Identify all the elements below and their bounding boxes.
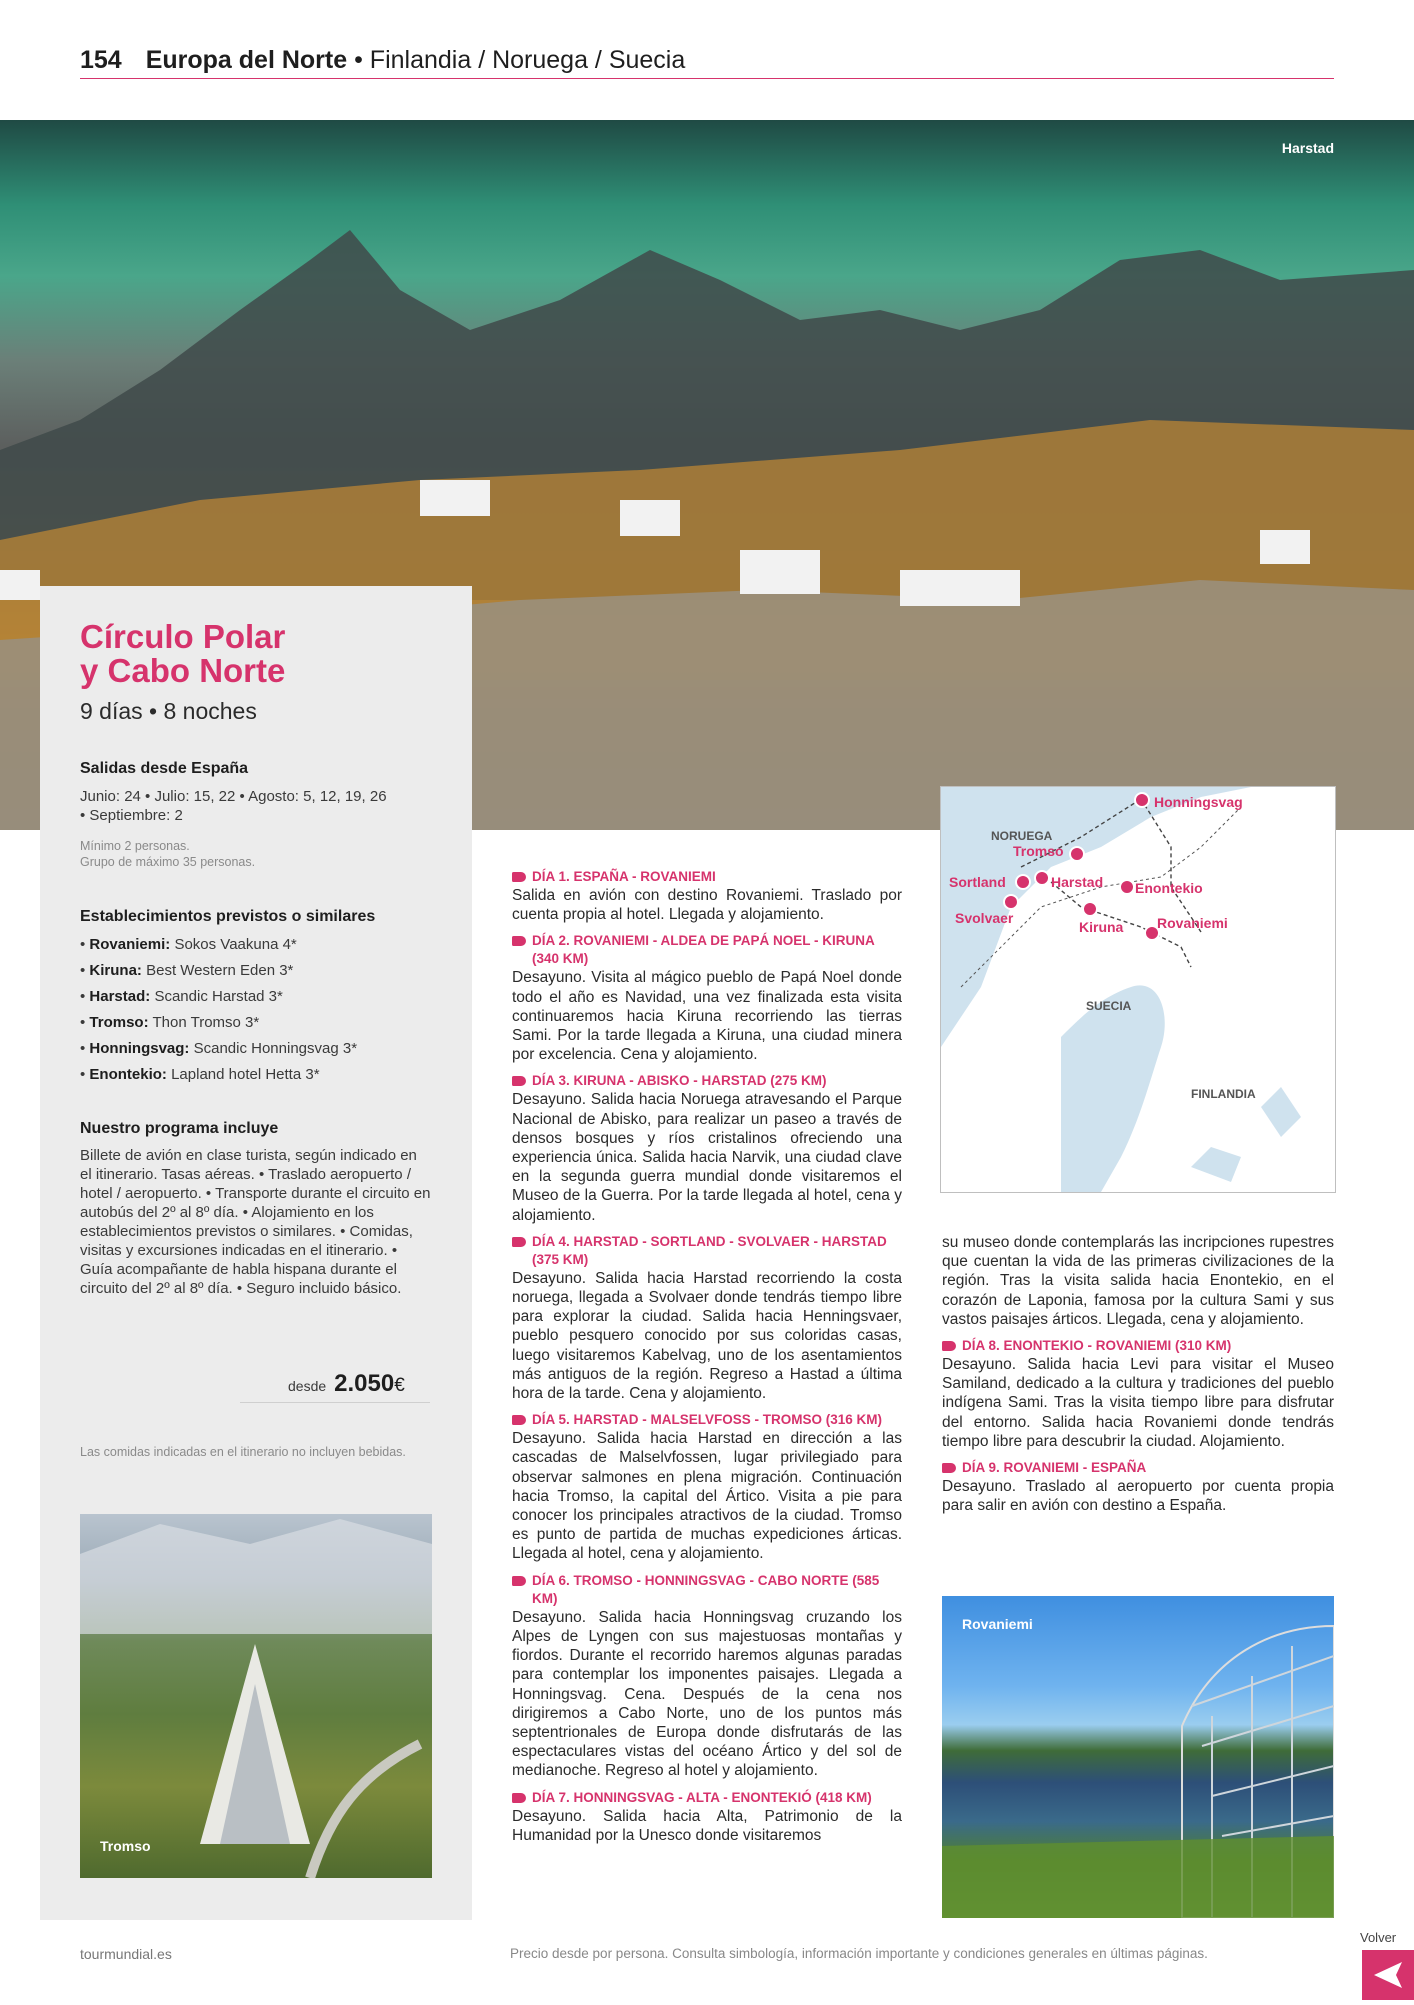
price-divider — [240, 1402, 430, 1403]
trip-title — [80, 620, 460, 688]
hotel-item: • Kiruna: Best Western Eden 3* — [80, 962, 294, 979]
meals-note: Las comidas indicadas en el itinerario no incluyen bebidas. — [80, 1445, 406, 1459]
departures-heading: Salidas desde España — [80, 760, 249, 777]
group-note-line1: Mínimo 2 personas. — [80, 839, 190, 853]
hotel-item: • Rovaniemi: Sokos Vaakuna 4* — [80, 936, 297, 953]
map-label-norway: NORUEGA — [991, 829, 1053, 843]
back-arrow-icon — [1362, 1950, 1414, 2000]
day-bullet-icon — [942, 1341, 956, 1351]
day-title: DÍA 6. TROMSO - HONNINGSVAG - CABO NORTE (585 KM) — [532, 1572, 880, 1606]
itinerary-column-1 — [512, 868, 902, 1853]
hotel-item: • Honningsvag: Scandic Honningsvag 3* — [80, 1040, 358, 1057]
map-dot-honningsvag — [1134, 792, 1150, 808]
day-title: DÍA 9. ROVANIEMI - ESPAÑA — [962, 1460, 1147, 1476]
hotel-name: Scandic Honningsvag 3* — [193, 1040, 358, 1057]
itinerary-day — [512, 1572, 902, 1781]
photo-rovaniemi — [942, 1596, 1334, 1918]
footer-note: Precio desde por persona. Consulta simbología, información importante y condiciones generales en últimas páginas. — [510, 1946, 1208, 1961]
hotel-item: • Harstad: Scandic Harstad 3* — [80, 988, 283, 1005]
price-value: 2.050 — [334, 1370, 395, 1397]
photo-tromso — [80, 1514, 432, 1878]
trip-title-line1: Círculo Polar — [80, 618, 286, 655]
hotel-name: Scandic Harstad 3* — [154, 988, 283, 1005]
day-title: DÍA 7. HONNINGSVAG - ALTA - ENONTEKIÓ (418 KM) — [532, 1789, 872, 1805]
itinerary-day — [942, 1337, 1334, 1451]
hotel-city: Rovaniemi: — [89, 936, 171, 953]
hotel-item: • Enontekio: Lapland hotel Hetta 3* — [80, 1066, 320, 1083]
departures-dates — [80, 787, 460, 825]
photo-rovaniemi-caption: Rovaniemi — [962, 1616, 1033, 1632]
itinerary-day — [512, 932, 902, 1064]
map-city-svolvaer: Svolvaer — [955, 910, 1014, 926]
trip-duration: 9 días • 8 noches — [80, 698, 257, 724]
map-dot-enontekio — [1119, 879, 1135, 895]
day-title: DÍA 4. HARSTAD - SORTLAND - SVOLVAER - HARSTAD (375 KM) — [532, 1233, 887, 1267]
hotel-city: Enontekio: — [89, 1066, 167, 1083]
day-description: Salida en avión con destino Rovaniemi. Traslado por cuenta propia al hotel. Llegada y alojamiento. — [512, 887, 902, 924]
group-note-line2: Grupo de máximo 35 personas. — [80, 855, 256, 869]
header-separator: • — [347, 46, 370, 74]
header-divider — [80, 78, 1334, 79]
price-label: desde — [288, 1378, 327, 1394]
map-city-honningsvag: Honningsvag — [1154, 794, 1243, 810]
day-title: DÍA 2. ROVANIEMI - ALDEA DE PAPÁ NOEL - KIRUNA (340 KM) — [532, 933, 875, 967]
rovaniemi-landscape — [942, 1596, 1334, 1918]
hotel-city: Kiruna: — [89, 962, 142, 979]
includes-text: Billete de avión en clase turista, según indicado en el itinerario. Tasas aéreas. • Traslado aeropuerto / hotel / aeropuerto. • Transporte durante el circuito en autobús del 2º al 8º día. • Alojamiento en los establecimientos previstos o similares. • Comidas, visitas y excursiones indicadas en el itinerario. • Guía acompañante de habla hispana durante el circuito del 2º al 8º día. • Seguro incluido básico. — [80, 1147, 431, 1297]
back-button[interactable] — [1362, 1950, 1414, 2000]
hotel-city: Honningsvag: — [89, 1040, 190, 1057]
day-heading — [512, 932, 902, 968]
day-description: Desayuno. Salida hacia Honningsvag cruzando los Alpes de Lyngen con sus majestuosas montañas y fiordos. Durante el recorrido haremos algunas paradas para contemplar los imponentes paisajes. Llegada a Honningsvag. Cena. Después de la cena nos dirigiremos a Cabo Norte, uno de los puntos más septentrionales de Europa donde disfrutarás de las espectaculares vistas del océano Ártico y del sol de medianoche. Regreso al hotel y alojamiento. — [512, 1608, 902, 1780]
map-city-kiruna: Kiruna — [1079, 919, 1124, 935]
map-dot-sortland — [1015, 874, 1031, 890]
hotel-item: • Tromso: Thon Tromso 3* — [80, 1014, 260, 1031]
itinerary-day — [942, 1459, 1334, 1515]
footer-site[interactable]: tourmundial.es — [80, 1946, 172, 1962]
day-heading — [512, 1572, 902, 1608]
day-description: Desayuno. Salida hacia Harstad en dirección a las cascadas de Malselvfossen, lugar privilegiado para observar salmones en plena migración. Continuación hacia Tromso, la capital del Ártico. Visita a pie para conocer los principales atractivos de la ciudad. Tromso es punto de partida de muchas expediciones árticas. Llegada al hotel, cena y alojamiento. — [512, 1430, 902, 1563]
day-bullet-icon — [512, 936, 526, 946]
day-bullet-icon — [512, 1415, 526, 1425]
day-heading — [512, 1411, 902, 1429]
hotel-city: Tromso: — [89, 1014, 149, 1031]
photo-tromso-caption: Tromso — [100, 1838, 151, 1854]
price-box — [288, 1370, 405, 1398]
route-map-graphic — [941, 787, 1335, 1192]
map-dot-tromso — [1069, 846, 1085, 862]
region-title: Europa del Norte — [145, 46, 348, 74]
back-label[interactable]: Volver — [1360, 1930, 1397, 1945]
hotel-name: Sokos Vaakuna 4* — [174, 936, 297, 953]
hotel-name: Lapland hotel Hetta 3* — [171, 1066, 320, 1083]
hotel-city: Harstad: — [89, 988, 151, 1005]
group-note — [80, 838, 460, 870]
hotel-name: Best Western Eden 3* — [146, 962, 294, 979]
page-header — [80, 46, 685, 75]
day-heading — [942, 1337, 1334, 1355]
day-title: DÍA 5. HARSTAD - MALSELVFOSS - TROMSO (316 KM) — [532, 1412, 883, 1428]
trip-title-line2: y Cabo Norte — [80, 652, 286, 689]
route-map — [940, 786, 1336, 1193]
day-heading — [512, 1233, 902, 1269]
countries-title: Finlandia / Noruega / Suecia — [369, 46, 686, 74]
hotel-list — [80, 932, 357, 1088]
day-description: Desayuno. Traslado al aeropuerto por cuenta propia para salir en avión con destino a España. — [942, 1478, 1334, 1515]
day-heading — [512, 868, 902, 886]
price-currency: € — [394, 1375, 405, 1396]
day-bullet-icon — [942, 1463, 956, 1473]
itinerary-day — [512, 1072, 902, 1224]
map-dot-kiruna — [1082, 901, 1098, 917]
map-label-sweden: SUECIA — [1086, 999, 1132, 1013]
day-title: DÍA 1. ESPAÑA - ROVANIEMI — [532, 869, 716, 884]
includes-heading: Nuestro programa incluye — [80, 1120, 279, 1137]
hotel-name: Thon Tromso 3* — [152, 1014, 260, 1031]
tromso-cathedral-illustration — [80, 1514, 432, 1878]
day-description: Desayuno. Salida hacia Harstad recorriendo la costa noruega, llegada a Svolvaer donde tendrás tiempo libre para explorar la ciudad. Salida hacia Henningsvaer, pueblo pesquero conocido por sus coloridas casas, luego visitaremos Kabelvag, uno de los asentamientos más antiguos de la región. Regreso a Hastad a última hora de la tarde. Cena y alojamiento. — [512, 1269, 902, 1403]
hotels-heading: Establecimientos previstos o similares — [80, 908, 376, 925]
map-city-sortland: Sortland — [949, 874, 1006, 890]
map-label-finland: FINLANDIA — [1191, 1087, 1256, 1101]
day-description: Desayuno. Visita al mágico pueblo de Papá Noel donde todo el año es Navidad, una vez finalizada esta visita continuaremos hacia Kiruna recorriendo las tierras Sami. Por la tarde llegada a Kiruna, una ciudad minera por excelencia. Cena y alojamiento. — [512, 969, 902, 1064]
day-bullet-icon — [512, 1237, 526, 1247]
map-city-tromso: Tromso — [1013, 843, 1064, 859]
departures-line1: Junio: 24 • Julio: 15, 22 • Agosto: 5, 12, 19, 26 — [80, 788, 387, 805]
itinerary-day — [512, 1233, 902, 1403]
hero-caption: Harstad — [1281, 140, 1334, 156]
page-number: 154 — [80, 46, 122, 74]
day-bullet-icon — [512, 1576, 526, 1586]
day-bullet-icon — [512, 872, 526, 882]
departures-line2: • Septiembre: 2 — [80, 807, 183, 824]
itinerary-day — [512, 868, 902, 924]
map-city-rovaniemi: Rovaniemi — [1157, 915, 1228, 931]
itinerary-day — [512, 1411, 902, 1563]
day-description: Desayuno. Salida hacia Levi para visitar el Museo Samiland, dedicado a la cultura y tradiciones del pueblo indígena Sami. Tras la visita tiempo libre para disfrutar del entorno. Salida hacia Rovaniemi donde tendrás tiempo libre para descubrir la ciudad. Alojamiento. — [942, 1356, 1334, 1450]
day-description: Desayuno. Salida hacia Noruega atravesando el Parque Nacional de Abisko, para realizar un paseo a través de densos bosques y ríos cristalinos ofreciendo una experiencia única. Salida hacia Narvik, una ciudad clave en la segunda guerra mundial donde visitaremos el Museo de la Guerra. Por la tarde llegada al hotel, cena y alojamiento. — [512, 1091, 902, 1224]
map-dot-harstad — [1034, 870, 1050, 886]
day-7-continued: su museo donde contemplarás las incripciones rupestres que cuentan la vida de las primeras civilizaciones de la región. Tras la visita salida hacia Enontekio, en el corazón de Laponia, famosa por la cultura Sami y sus vastos paisajes árticos. Llegada, cena y alojamiento. — [942, 1234, 1334, 1328]
day-heading — [512, 1072, 902, 1090]
day-title: DÍA 8. ENONTEKIO - ROVANIEMI (310 KM) — [962, 1338, 1232, 1354]
itinerary-day — [512, 1789, 902, 1845]
day-title: DÍA 3. KIRUNA - ABISKO - HARSTAD (275 KM) — [532, 1073, 827, 1089]
day-bullet-icon — [512, 1076, 526, 1086]
map-city-harstad: Harstad — [1051, 874, 1104, 890]
day-bullet-icon — [512, 1793, 526, 1803]
day-heading — [942, 1459, 1334, 1477]
map-city-enontekio: Enontekio — [1135, 880, 1203, 896]
map-dot-svolvaer — [1003, 894, 1019, 910]
itinerary-column-2 — [942, 1233, 1334, 1523]
day-heading — [512, 1789, 902, 1807]
day-description: Desayuno. Salida hacia Alta, Patrimonio de la Humanidad por la Unesco donde visitaremos — [512, 1807, 902, 1844]
